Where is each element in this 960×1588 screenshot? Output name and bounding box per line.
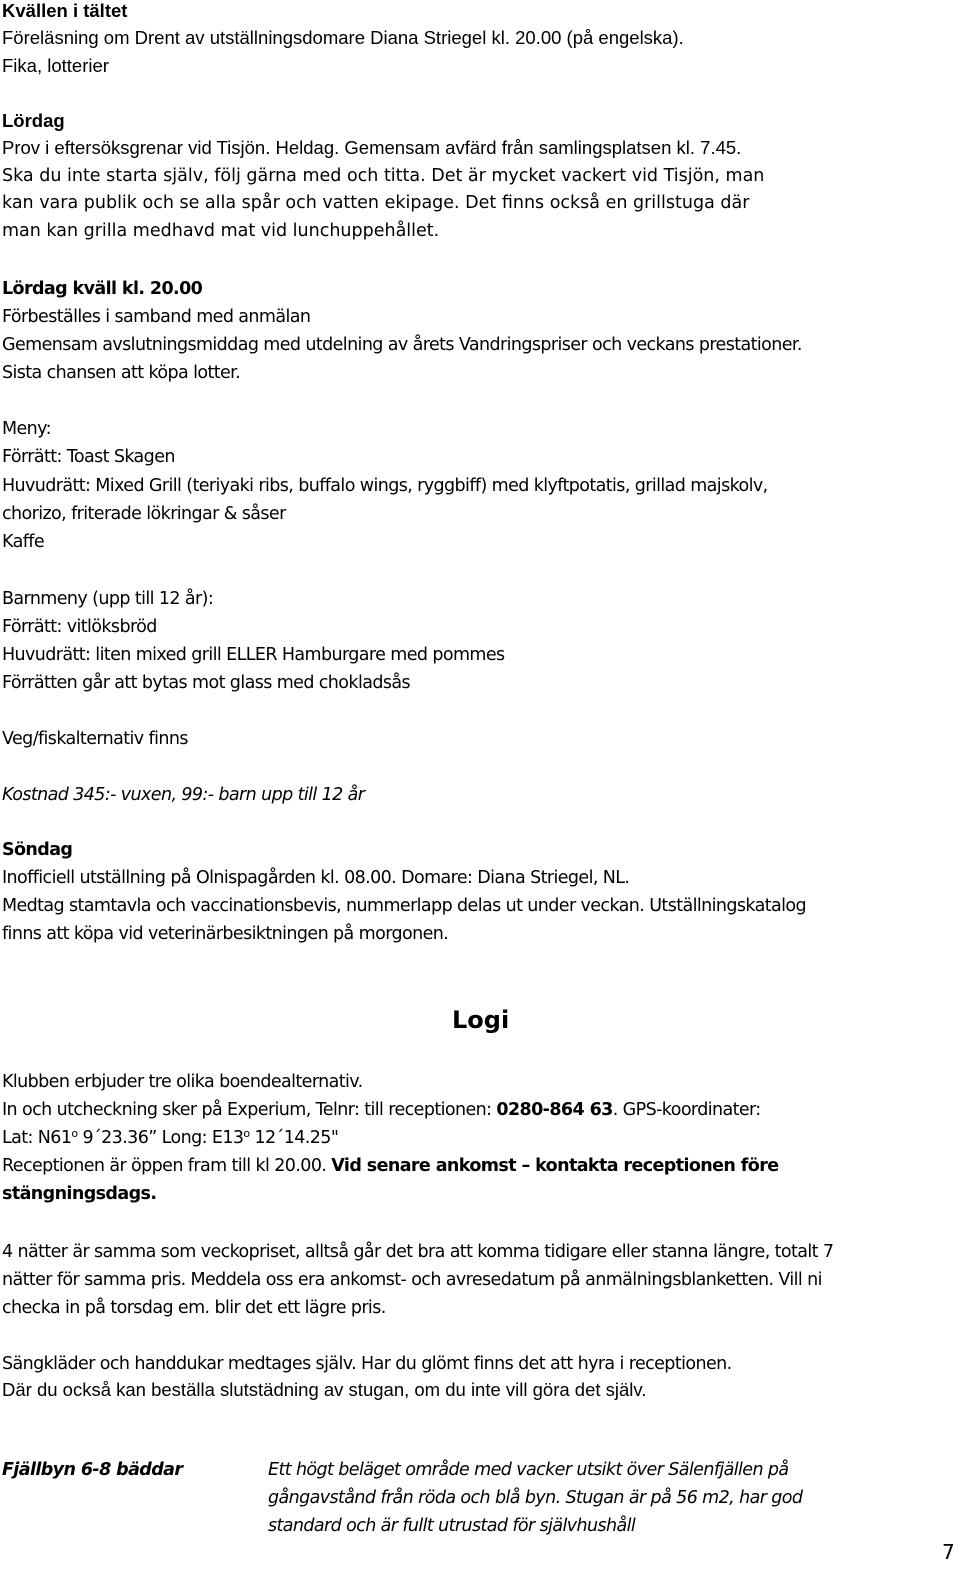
late-arrival-note-cont: stängningsdags.	[2, 1184, 157, 1204]
paragraph-line: Sista chansen att köpa lotter.	[2, 363, 241, 383]
degree-mark: o	[71, 1127, 78, 1140]
menu-line: Förrätten går att bytas mot glass med chokladsås	[2, 673, 410, 693]
gps-lat-min: 9´23.36” Long: E13	[77, 1128, 244, 1148]
reception-line	[2, 1152, 779, 1180]
menu-line: Kaffe	[2, 532, 44, 552]
paragraph-line: 4 nätter är samma som veckopriset, alltså går det bra att komma tidigare eller stanna längre, totalt 7	[2, 1242, 834, 1262]
accommodation-desc-3: standard och är fullt utrustad för självhushåll	[268, 1516, 636, 1536]
gps-long-min: 12´14.25"	[249, 1128, 339, 1148]
section-title-barnmeny: Barnmeny (upp till 12 år):	[2, 589, 214, 609]
paragraph-line: nätter för samma pris. Meddela oss era ankomst- och avresedatum på anmälningsblanketten. Vill ni	[2, 1270, 822, 1290]
accommodation-name: Fjällbyn 6-8 bäddar	[2, 1460, 183, 1480]
late-arrival-note: Vid senare ankomst – kontakta receptionen före	[331, 1156, 779, 1176]
checkin-line	[2, 1096, 761, 1124]
paragraph-line: Förbeställes i samband med anmälan	[2, 307, 311, 327]
paragraph-line: Medtag stamtavla och vaccinationsbevis, nummerlapp delas ut under veckan. Utställningskatalog	[2, 896, 806, 916]
section-title-meny: Meny:	[2, 419, 51, 439]
accommodation-desc-2: gångavstånd från röda och blå byn. Stugan är på 56 m2, har god	[268, 1488, 803, 1508]
menu-line: Huvudrätt: liten mixed grill ELLER Hamburgare med pommes	[2, 645, 505, 665]
veg-note: Veg/fiskalternativ finns	[2, 729, 188, 749]
menu-line: Huvudrätt: Mixed Grill (teriyaki ribs, buffalo wings, ryggbiff) med klyftpotatis, grillad majskolv,	[2, 476, 768, 496]
menu-line: Förrätt: Toast Skagen	[2, 447, 175, 467]
gps-label: . GPS-koordinater:	[612, 1100, 761, 1120]
menu-line: Förrätt: vitlöksbröd	[2, 617, 157, 637]
accommodation-desc-1: Ett högt beläget område med vacker utsikt över Sälenfjällen på	[268, 1460, 789, 1480]
paragraph-line: Fika, lotterier	[2, 55, 109, 76]
paragraph-line: Föreläsning om Drent av utställningsdomare Diana Striegel kl. 20.00 (på engelska).	[2, 27, 684, 48]
section-title-lordag-kvall: Lördag kväll kl. 20.00	[2, 279, 203, 299]
paragraph-line: man kan grilla medhavd mat vid lunchuppehållet.	[2, 221, 440, 241]
gps-coordinates	[2, 1124, 338, 1152]
paragraph-line: Ska du inte starta själv, följ gärna med och titta. Det är mycket vackert vid Tisjön, man	[2, 166, 765, 186]
menu-line: chorizo, friterade lökringar & såser	[2, 504, 286, 524]
section-title-kvallen: Kvällen i tältet	[2, 0, 128, 21]
section-title-sondag: Söndag	[2, 840, 73, 860]
paragraph-line: Klubben erbjuder tre olika boendealternativ.	[2, 1072, 363, 1092]
paragraph-line: Där du också kan beställa slutstädning av stugan, om du inte vill göra det själv.	[2, 1379, 647, 1400]
paragraph-line: Gemensam avslutningsmiddag med utdelning av årets Vandringspriser och veckans prestationer.	[2, 335, 802, 355]
paragraph-line: kan vara publik och se alla spår och vatten ekipage. Det finns också en grillstuga där	[2, 193, 750, 213]
cost-note: Kostnad 345:- vuxen, 99:- barn upp till 12 år	[2, 785, 365, 805]
degree-mark: o	[243, 1127, 250, 1140]
page-number: 7	[942, 1540, 955, 1564]
paragraph-line: Sängkläder och handdukar medtages själv. Har du glömt finns det att hyra i receptionen.	[2, 1354, 732, 1374]
section-title-lordag: Lördag	[2, 110, 65, 131]
paragraph-line: Inofficiell utställning på Olnispagården kl. 08.00. Domare: Diana Striegel, NL.	[2, 868, 630, 888]
logi-heading: Logi	[452, 1006, 510, 1034]
checkin-text: In och utcheckning sker på Experium, Telnr: till receptionen:	[2, 1100, 497, 1120]
phone-number: 0280-864 63	[496, 1100, 613, 1120]
gps-lat: Lat: N61	[2, 1128, 72, 1148]
paragraph-line: checka in på torsdag em. blir det ett lägre pris.	[2, 1298, 386, 1318]
paragraph-line: finns att köpa vid veterinärbesiktningen på morgonen.	[2, 924, 449, 944]
paragraph-line: Prov i eftersöksgrenar vid Tisjön. Heldag. Gemensam avfärd från samlingsplatsen kl. 7.45.	[2, 137, 742, 158]
reception-hours: Receptionen är öppen fram till kl 20.00.	[2, 1156, 332, 1176]
